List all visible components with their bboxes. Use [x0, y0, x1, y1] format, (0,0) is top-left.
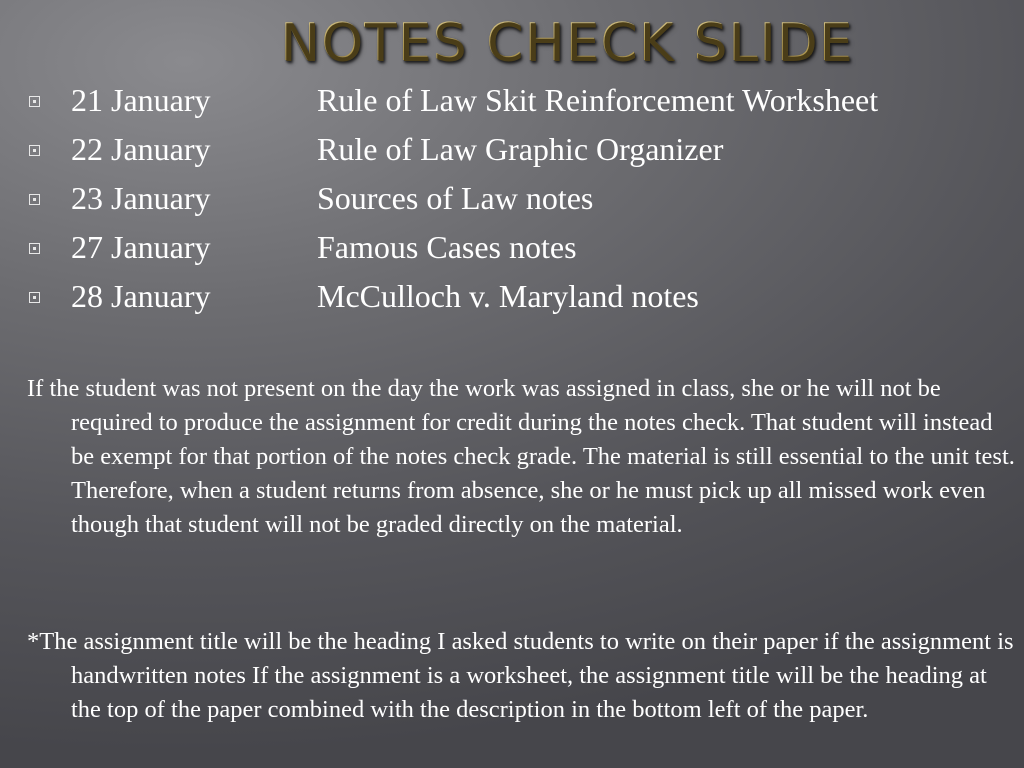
- agenda-item: [0, 272, 1024, 321]
- agenda-item: [0, 223, 1024, 272]
- square-bullet-icon: [29, 292, 40, 303]
- slide-title: NOTES CHECK SLIDE: [0, 8, 1024, 78]
- agenda-date: 23 January: [71, 180, 211, 216]
- agenda-title: Rule of Law Graphic Organizer: [317, 131, 724, 167]
- agenda-item: [0, 76, 1024, 125]
- agenda-list: [0, 76, 1024, 321]
- square-bullet-icon: [29, 194, 40, 205]
- square-bullet-icon: [29, 145, 40, 156]
- square-bullet-icon: [29, 243, 40, 254]
- assignment-title-note: *The assignment title will be the heading I asked students to write on their paper if the assignment is handwritten notes If the assignment is a worksheet, the assignment title will be the heading at the top of the paper combined with the description in the bottom left of the paper.: [27, 628, 1014, 723]
- agenda-item: [0, 125, 1024, 174]
- agenda-title: Sources of Law notes: [317, 180, 594, 216]
- absence-policy-note: If the student was not present on the day the work was assigned in class, she or he will not be required to produce the assignment for credit during the notes check. That student will instead be exempt for that portion of the notes check grade. The material is still essential to the unit test. Therefore, when a student returns from absence, she or he must pick up all missed work even though that student will not be graded directly on the material.: [27, 375, 1015, 538]
- agenda-item: [0, 174, 1024, 223]
- agenda-date: 22 January: [71, 131, 211, 167]
- agenda-title: Famous Cases notes: [317, 229, 577, 265]
- agenda-date: 28 January: [71, 278, 211, 314]
- agenda-title: McCulloch v. Maryland notes: [317, 278, 699, 314]
- square-bullet-icon: [29, 96, 40, 107]
- agenda-title: Rule of Law Skit Reinforcement Worksheet: [317, 82, 879, 118]
- agenda-date: 21 January: [71, 82, 211, 118]
- agenda-date: 27 January: [71, 229, 211, 265]
